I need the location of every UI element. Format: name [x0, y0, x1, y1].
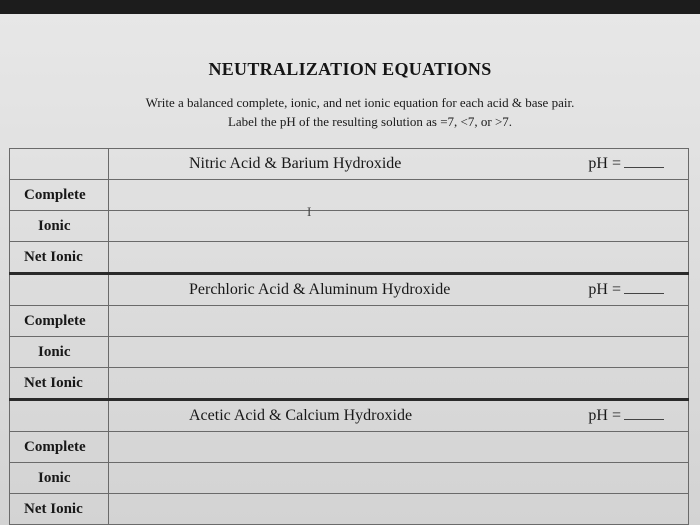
- pair-name: Acetic Acid & Calcium Hydroxide: [189, 407, 413, 424]
- row-label-ionic: Ionic: [10, 211, 109, 242]
- ph-label: pH =: [588, 407, 621, 424]
- document-canvas: [0, 14, 700, 525]
- page-title: NEUTRALIZATION EQUATIONS: [208, 59, 492, 79]
- equations-table: [9, 148, 689, 525]
- row-label-complete: Complete: [10, 180, 109, 211]
- table-row: [10, 337, 689, 368]
- table-row: [10, 463, 689, 494]
- net-ionic-equation-cell[interactable]: [109, 368, 689, 400]
- header-label-cell[interactable]: [10, 400, 109, 432]
- row-label-net-ionic: Net Ionic: [10, 368, 109, 400]
- row-label-net-ionic: Net Ionic: [10, 242, 109, 274]
- ph-label: pH =: [588, 155, 621, 172]
- row-label-ionic: Ionic: [10, 337, 109, 368]
- pair-title-cell[interactable]: [109, 149, 689, 180]
- row-label-ionic: Ionic: [10, 463, 109, 494]
- instruction-line-2: Label the pH of the resulting solution as =7, <7, or >7.: [227, 114, 513, 129]
- ionic-equation-cell[interactable]: [109, 337, 689, 368]
- table-row: [10, 180, 689, 211]
- ph-blank[interactable]: [624, 155, 664, 168]
- complete-equation-cell[interactable]: [109, 180, 689, 211]
- net-ionic-equation-cell[interactable]: [109, 494, 689, 525]
- ph-label: pH =: [588, 281, 621, 298]
- pair-name: Perchloric Acid & Aluminum Hydroxide: [189, 281, 451, 298]
- header-label-cell[interactable]: [10, 149, 109, 180]
- table-row: [10, 494, 689, 525]
- instruction-line-1: Write a balanced complete, ionic, and net ionic equation for each acid & base pair.: [145, 95, 575, 110]
- text-cursor-icon: I: [307, 204, 312, 219]
- table-row: [10, 306, 689, 337]
- net-ionic-equation-cell[interactable]: [109, 242, 689, 274]
- pair-title-cell[interactable]: [109, 400, 689, 432]
- header-label-cell[interactable]: [10, 274, 109, 306]
- complete-equation-cell[interactable]: [109, 306, 689, 337]
- pair-header-row: [10, 400, 689, 432]
- row-label-complete: Complete: [10, 432, 109, 463]
- ph-field: [588, 155, 664, 173]
- pair-title-cell[interactable]: [109, 274, 689, 306]
- table-row: [10, 242, 689, 274]
- ph-blank[interactable]: [624, 407, 664, 420]
- ph-field: [588, 407, 664, 425]
- ph-blank[interactable]: [624, 281, 664, 294]
- table-row: [10, 211, 689, 242]
- table-row: [10, 368, 689, 400]
- pair-header-row: [10, 149, 689, 180]
- row-label-complete: Complete: [10, 306, 109, 337]
- row-label-net-ionic: Net Ionic: [10, 494, 109, 525]
- pair-header-row: [10, 274, 689, 306]
- ph-field: [588, 281, 664, 299]
- pair-name: Nitric Acid & Barium Hydroxide: [189, 155, 402, 172]
- table-row: [10, 432, 689, 463]
- ionic-equation-cell[interactable]: [109, 463, 689, 494]
- ionic-equation-cell[interactable]: [109, 211, 689, 242]
- complete-equation-cell[interactable]: [109, 432, 689, 463]
